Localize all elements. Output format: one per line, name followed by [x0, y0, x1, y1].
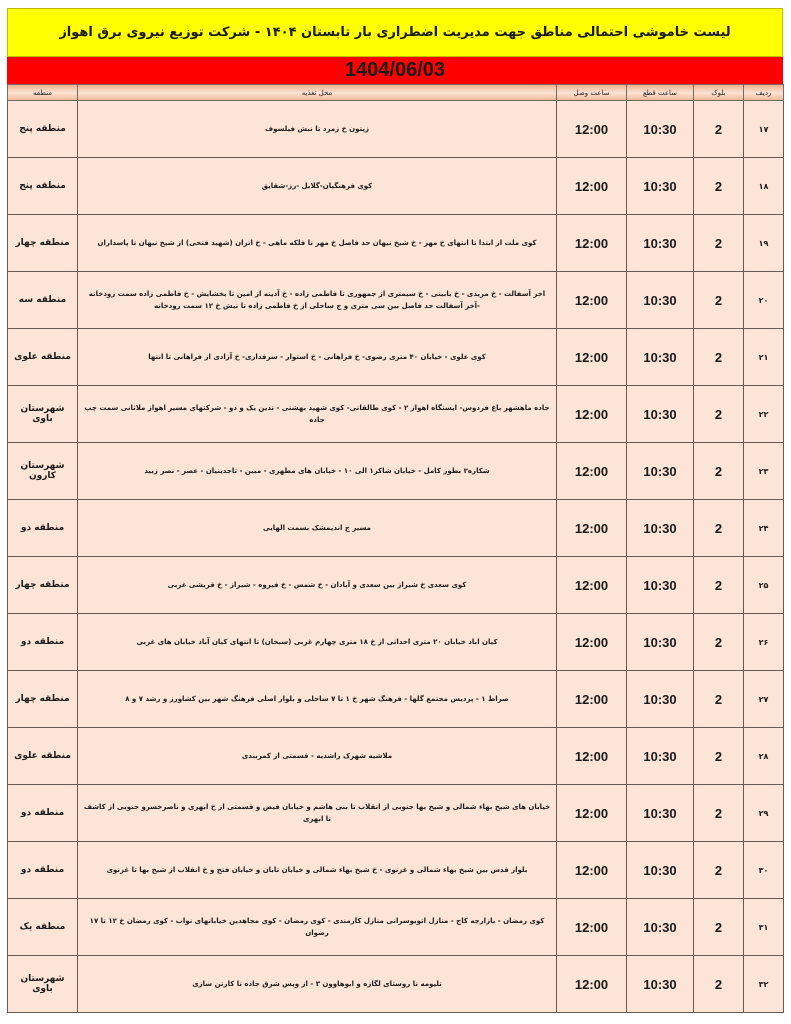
table-row [8, 671, 784, 728]
block-number: 2 [694, 500, 744, 557]
table-row [8, 215, 784, 272]
block-number: 2 [694, 557, 744, 614]
cut-time: 10:30 [627, 614, 694, 671]
connect-time: 12:00 [557, 671, 627, 728]
block-number: 2 [694, 272, 744, 329]
connect-time: 12:00 [557, 101, 627, 158]
feed-area: کوی ملت از ابتدا تا انتهای خ مهر - خ شیخ نیهان حد فاصل خ مهر تا فلکه ماهی - خ اتزان (شهید فتحی) از شیخ نیهان تا پاسداران [78, 215, 557, 272]
outage-schedule-sheet [7, 8, 783, 1013]
table-row [8, 899, 784, 956]
cut-time: 10:30 [627, 728, 694, 785]
block-number: 2 [694, 728, 744, 785]
connect-time: 12:00 [557, 215, 627, 272]
region: شهرستان باوی [8, 386, 78, 443]
region: منطقه سه [8, 272, 78, 329]
table-row [8, 101, 784, 158]
table-row [8, 500, 784, 557]
cut-time: 10:30 [627, 785, 694, 842]
cut-time: 10:30 [627, 158, 694, 215]
table-row [8, 386, 784, 443]
table-row [8, 272, 784, 329]
row-number: ۲۷ [744, 671, 784, 728]
connect-time: 12:00 [557, 272, 627, 329]
region: منطقه علوی [8, 329, 78, 386]
row-number: ۳۰ [744, 842, 784, 899]
col-header-block: بلوک [694, 85, 744, 101]
block-number: 2 [694, 899, 744, 956]
region: منطقه دو [8, 500, 78, 557]
feed-area: تلیومه تا روستای لگازه و ابوهاوون ۳ - از ویس شرق جاده تا کارتن سازی [78, 956, 557, 1013]
table-row [8, 557, 784, 614]
feed-area: زیتون خ زمرد تا نبش فیلسوف [78, 101, 557, 158]
table-row [8, 842, 784, 899]
feed-area: کوی رمضان - بازارچه کاج - منازل اتوبوسرانی منازل کارمندی - کوی رمضان - کوی مجاهدین خیابانهای نواب - کوی رمضان خ ۱۲ تا ۱۷ رضوان [78, 899, 557, 956]
feed-area: صراط ۱ - پردیس مجتمع گلها - فرهنگ شهر خ ۱ تا ۷ ساحلی و بلوار اصلی فرهنگ شهر بین کشاورز و رشد ۷ و ۸ [78, 671, 557, 728]
block-number: 2 [694, 671, 744, 728]
row-number: ۲۸ [744, 728, 784, 785]
feed-area: شکاره۲ بطور کامل - خیابان شاکر۱ الی ۱۰ - خیابان های مطهری - مبین - تاجدینیان - عصر - نصر زبید [78, 443, 557, 500]
schedule-date: 1404/06/03 [344, 59, 446, 81]
region: منطقه پنج [8, 101, 78, 158]
connect-time: 12:00 [557, 899, 627, 956]
row-number: ۱۸ [744, 158, 784, 215]
region: منطقه چهار [8, 671, 78, 728]
row-number: ۲۰ [744, 272, 784, 329]
feed-area: کوی علوی - خیابان ۴۰ متری رضوی- خ فراهانی - خ استوار - سرفداری- خ آزادی از فراهانی تا انتها [78, 329, 557, 386]
region: منطقه دو [8, 842, 78, 899]
cut-time: 10:30 [627, 443, 694, 500]
feed-area: مسیر ج اندیمشک بسمت الهایی [78, 500, 557, 557]
table-row [8, 329, 784, 386]
connect-time: 12:00 [557, 443, 627, 500]
block-number: 2 [694, 329, 744, 386]
table-row [8, 956, 784, 1013]
table-row [8, 158, 784, 215]
connect-time: 12:00 [557, 728, 627, 785]
row-number: ۲۲ [744, 386, 784, 443]
table-row [8, 728, 784, 785]
outage-table [7, 84, 784, 1013]
region: منطقه دو [8, 614, 78, 671]
region: منطقه یک [8, 899, 78, 956]
connect-time: 12:00 [557, 614, 627, 671]
feed-area: ملاشیه شهرک راشدیه - قسمتی از کمربندی [78, 728, 557, 785]
col-header-area: محل تغذیه [78, 85, 557, 101]
cut-time: 10:30 [627, 899, 694, 956]
col-header-cut-time: ساعت قطع [627, 85, 694, 101]
feed-area: خیابان های شیخ بهاء شمالی و شیخ بها جنوبی از انقلاب تا بنی هاشم و خیابان فیض و قسمتی از خ ابهری و ناصرخسرو جنوبی از کاشف تا ابهری [78, 785, 557, 842]
page-title: لیست خاموشی احتمالی مناطق جهت مدیریت اضطراری بار تابستان ۱۴۰۴ - شرکت توزیع نیروی برق اهواز [59, 25, 731, 40]
region: منطقه علوی [8, 728, 78, 785]
cut-time: 10:30 [627, 842, 694, 899]
cut-time: 10:30 [627, 329, 694, 386]
connect-time: 12:00 [557, 386, 627, 443]
table-header-row [8, 85, 784, 101]
row-number: ۲۶ [744, 614, 784, 671]
block-number: 2 [694, 443, 744, 500]
row-number: ۱۷ [744, 101, 784, 158]
block-number: 2 [694, 842, 744, 899]
block-number: 2 [694, 101, 744, 158]
col-header-region: منطقه [8, 85, 78, 101]
block-number: 2 [694, 158, 744, 215]
table-row [8, 614, 784, 671]
row-number: ۲۳ [744, 443, 784, 500]
block-number: 2 [694, 785, 744, 842]
block-number: 2 [694, 215, 744, 272]
row-number: ۳۲ [744, 956, 784, 1013]
region: منطقه چهار [8, 557, 78, 614]
cut-time: 10:30 [627, 500, 694, 557]
cut-time: 10:30 [627, 671, 694, 728]
row-number: ۳۱ [744, 899, 784, 956]
feed-area: بلوار قدس بین شیخ بهاء شمالی و غزنوی - خ شیخ بهاء شمالی و خیابان تابان و خیابان فتح و خ انقلاب از شیخ بها تا غزنوی [78, 842, 557, 899]
connect-time: 12:00 [557, 557, 627, 614]
table-row [8, 785, 784, 842]
region: شهرستان کارون [8, 443, 78, 500]
row-number: ۱۹ [744, 215, 784, 272]
feed-area: کوی فرهنگیان-گلایل -رز-شقایق [78, 158, 557, 215]
region: منطقه چهار [8, 215, 78, 272]
col-header-row: ردیف [744, 85, 784, 101]
cut-time: 10:30 [627, 215, 694, 272]
region: منطقه پنج [8, 158, 78, 215]
feed-area: کیان اباد خیابان ۲۰ متری احداثی از خ ۱۸ متری چهارم غربی (سبحان) تا انتهای کیان آباد خیابان های غربی [78, 614, 557, 671]
cut-time: 10:30 [627, 272, 694, 329]
connect-time: 12:00 [557, 842, 627, 899]
row-number: ۲۵ [744, 557, 784, 614]
col-header-connect-time: ساعت وصل [557, 85, 627, 101]
feed-area: کوی سعدی خ شیراز بین سعدی و آبادان - خ شمس - خ فیروه - شیراز - خ قریشی غربی [78, 557, 557, 614]
row-number: ۲۴ [744, 500, 784, 557]
connect-time: 12:00 [557, 956, 627, 1013]
title-banner [7, 8, 783, 57]
block-number: 2 [694, 614, 744, 671]
block-number: 2 [694, 956, 744, 1013]
connect-time: 12:00 [557, 158, 627, 215]
connect-time: 12:00 [557, 785, 627, 842]
connect-time: 12:00 [557, 329, 627, 386]
feed-area: جاده ماهشهر باغ فردوس- ایستگاه اهواز ۲ - کوی طالقانی- کوی شهید بهشتی - تدین یک و دو - شرکتهای مسیر اهواز ملاثانی سمت چپ جاده [78, 386, 557, 443]
region: منطقه دو [8, 785, 78, 842]
date-bar [7, 57, 783, 84]
connect-time: 12:00 [557, 500, 627, 557]
cut-time: 10:30 [627, 101, 694, 158]
region: شهرستان باوی [8, 956, 78, 1013]
cut-time: 10:30 [627, 386, 694, 443]
cut-time: 10:30 [627, 557, 694, 614]
table-row [8, 443, 784, 500]
cut-time: 10:30 [627, 956, 694, 1013]
row-number: ۲۱ [744, 329, 784, 386]
block-number: 2 [694, 386, 744, 443]
row-number: ۲۹ [744, 785, 784, 842]
feed-area: اخر آسفالت - خ مریدی - خ بابیتی - خ سیمتری از جمهوری تا فاطمی زاده - خ آدینه از امین تا بخشایش - خ فاطمی زاده سمت رودخانه -آخر آسفالت حد فاصل بین سی متری و ج ساحلی از خ فاطمی زاده تا نبش خ ۱۲ سمت رودخانه [78, 272, 557, 329]
